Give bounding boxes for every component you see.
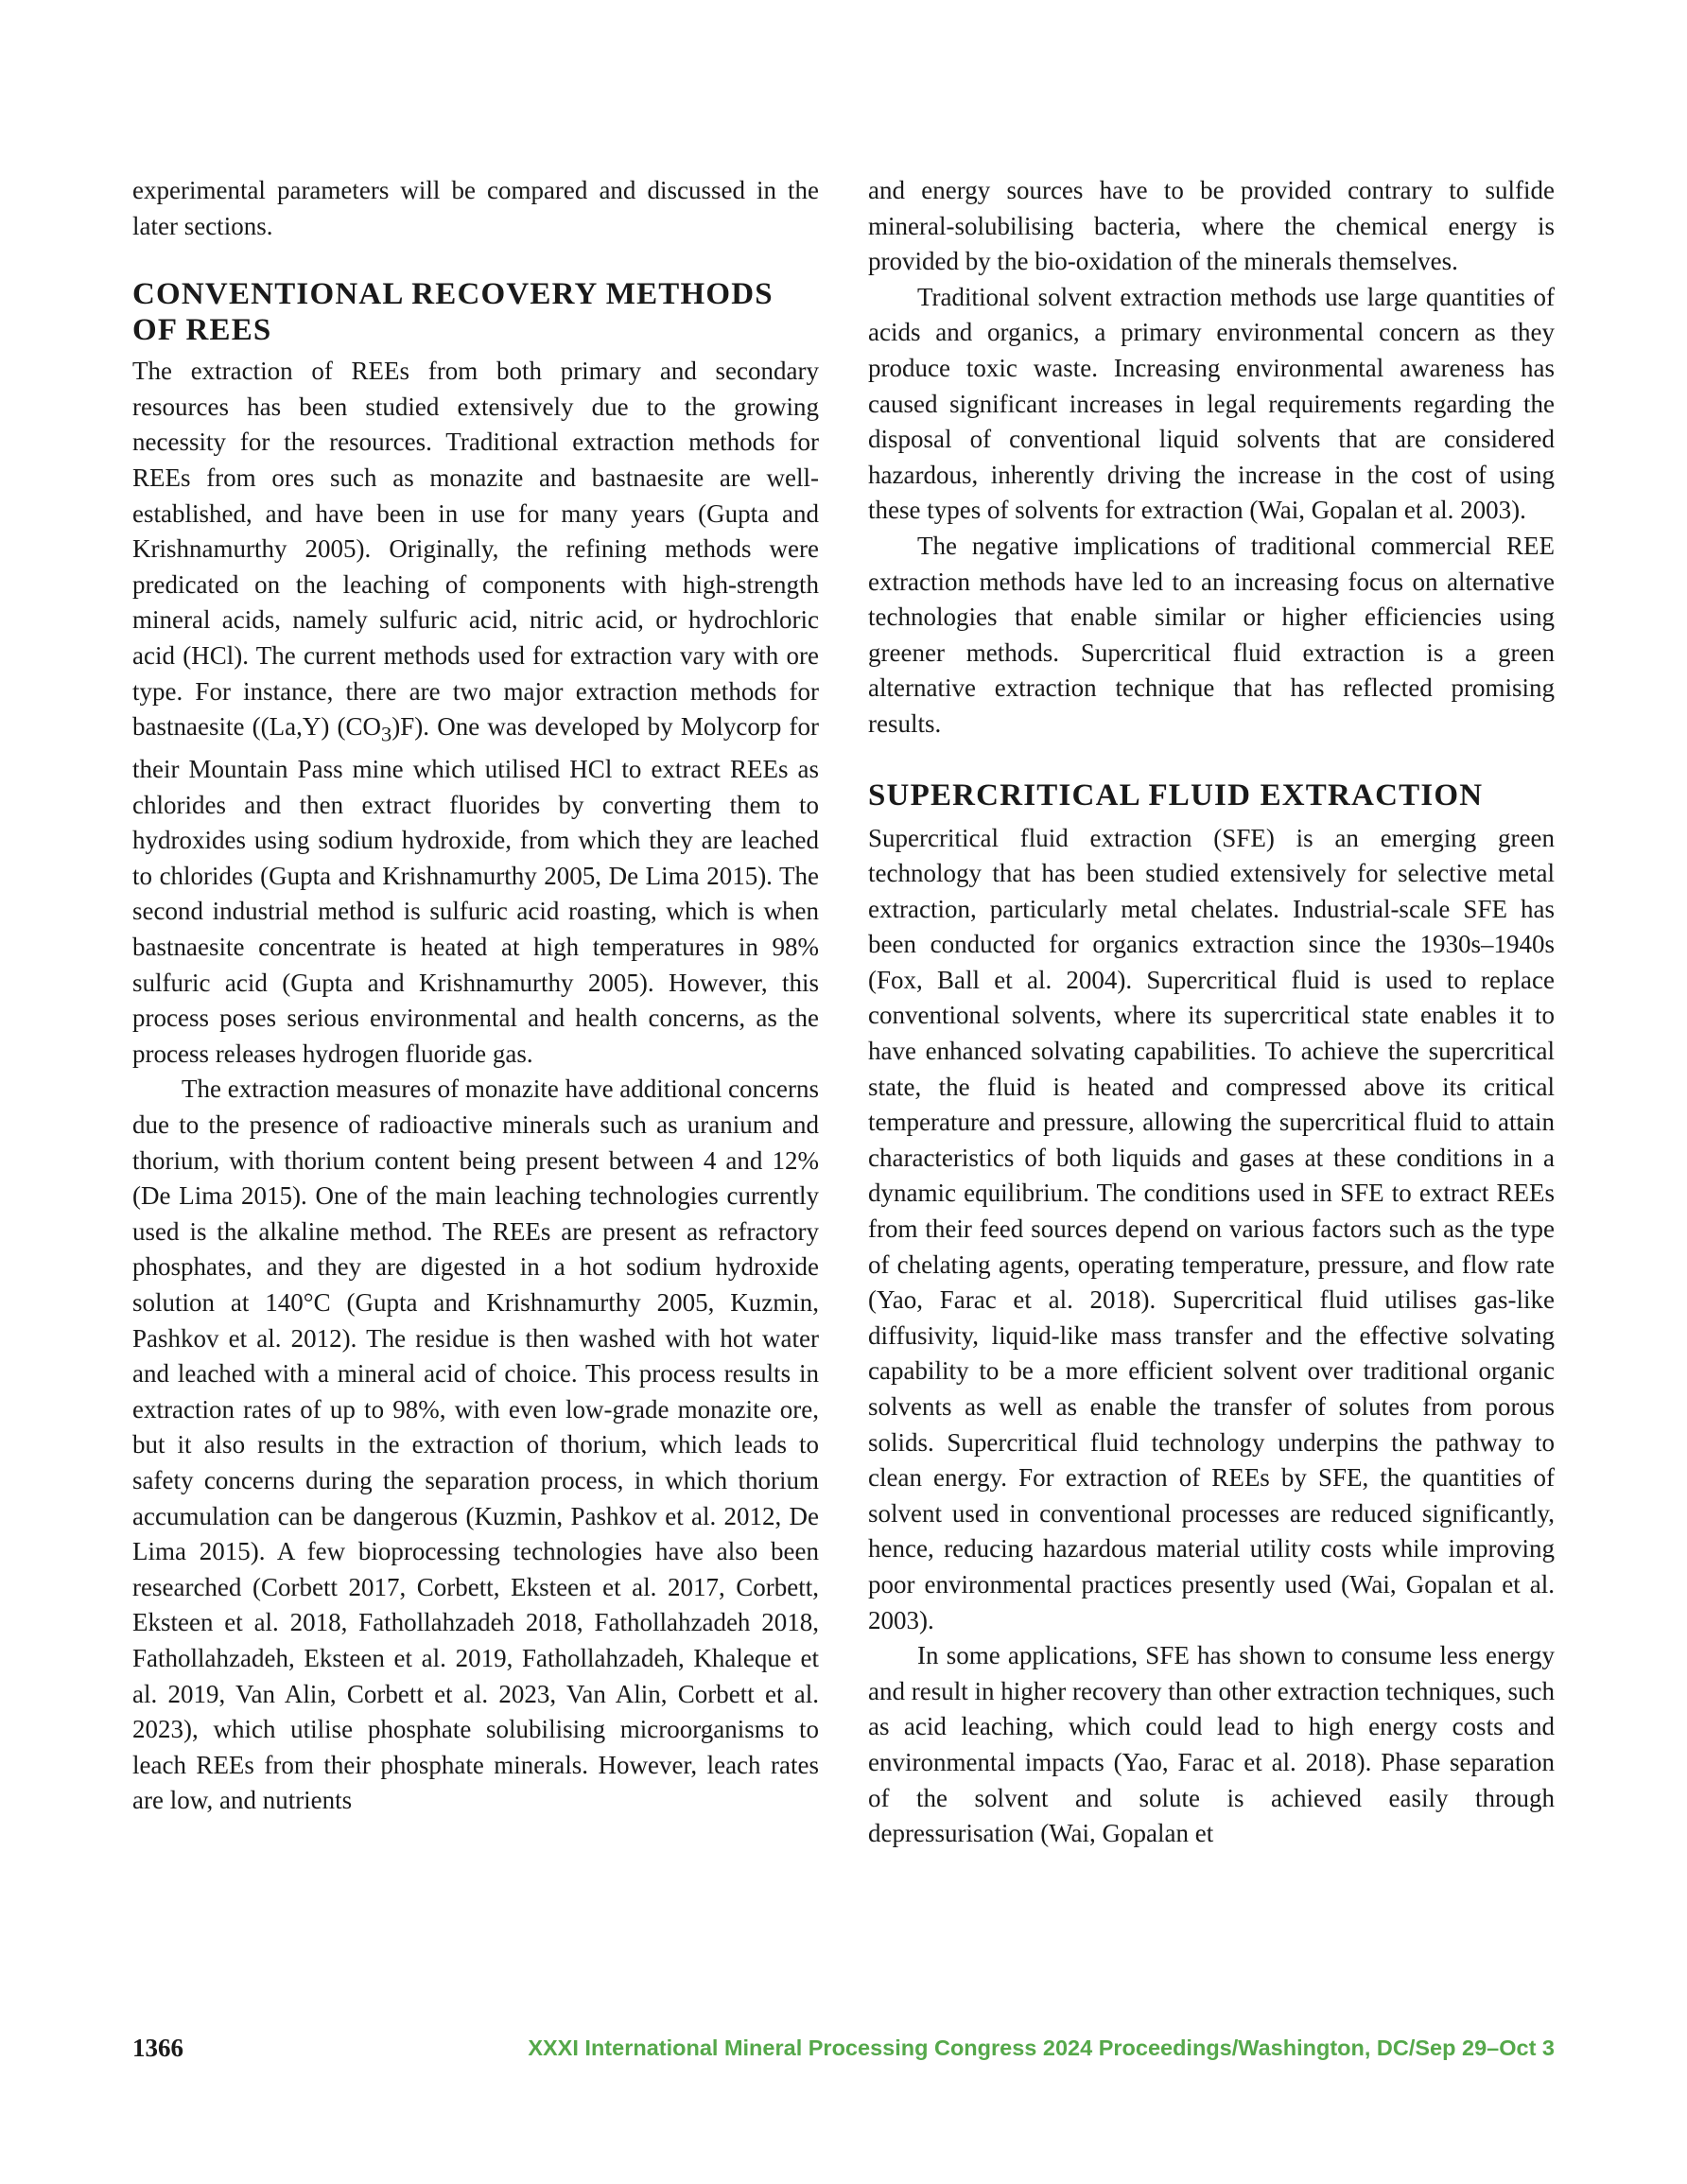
- body-paragraph: The extraction measures of monazite have additional concerns due to the presence of radioactive minerals such as uranium and thorium, with thorium content being present between 4 and 12% (De Lima 2015). One of the main leaching technologies currently used is the alkaline method. The REEs are present as refractory phosphates, and they are digested in a hot sodium hydroxide solution at 140°C (Gupta and Krishnamurthy 2005, Kuzmin, Pashkov et al. 2012). The residue is then washed with hot water and leached with a mineral acid of choice. This process results in extraction rates of up to 98%, with even low-grade monazite ore, but it also results in the extraction of thorium, which leads to safety concerns during the separation process, in which thorium accumulation can be dangerous (Kuzmin, Pashkov et al. 2012, De Lima 2015). A few bioprocessing technologies have also been researched (Corbett 2017, Corbett, Eksteen et al. 2017, Corbett, Eksteen et al. 2018, Fathollahzadeh 2018, Fathollahzadeh 2018, Fathollahzadeh, Eksteen et al. 2019, Fathollahzadeh, Khaleque et al. 2019, Van Alin, Corbett et al. 2023, Van Alin, Corbett et al. 2023), which utilise phosphate solubilising microorganisms to leach REEs from their phosphate minerals. However, leach rates are low, and nutrients: [132, 1075, 819, 1815]
- body-paragraph: In some applications, SFE has shown to consume less energy and result in higher recovery than other extraction techniques, such as acid leaching, which could lead to high energy costs and environmental impacts (Yao, Farac et al. 2018). Phase separation of the solvent and solute is achieved easily through depressurisation (Wai, Gopalan et: [868, 1641, 1555, 1848]
- body-paragraph: [132, 354, 819, 1072]
- body-paragraph: Supercritical fluid extraction (SFE) is an emerging green technology that has been studied extensively for selective metal extraction, particularly metal chelates. Industrial-scale SFE has been conducted for organics extraction since the 1930s–1940s (Fox, Ball et al. 2004). Supercritical fluid is used to replace conventional solvents, where its supercritical state enables it to have enhanced solvating capabilities. To achieve the supercritical state, the fluid is heated and compressed above its critical temperature and pressure, allowing the supercritical fluid to attain characteristics of both liquids and gases at these conditions in a dynamic equilibrium. The conditions used in SFE to extract REEs from their feed sources depend on various factors such as the type of chelating agents, operating temperature, pressure, and flow rate (Yao, Farac et al. 2018). Supercritical fluid utilises gas-like diffusivity, liquid-like mass transfer and the effective solvating capability to be a more efficient solvent over traditional organic solvents as well as enable the transfer of solutes from porous solids. Supercritical fluid technology underpins the pathway to clean energy. For extraction of REEs by SFE, the quantities of solvent used in conventional processes are reduced significantly, hence, reducing hazardous material utility costs while improving poor environmental practices presently used (Wai, Gopalan et al. 2003).: [868, 823, 1555, 1634]
- body-paragraph: Traditional solvent extraction methods use large quantities of acids and organics, a primary environmental concern as they produce toxic waste. Increasing environmental awareness has caused significant increases in legal requirements regarding the disposal of conventional liquid solvents that are considered hazardous, inherently driving the increase in the cost of using these types of solvents for extraction (Wai, Gopalan et al. 2003).: [868, 282, 1555, 525]
- section-heading-conventional-recovery: CONVENTIONAL RECOVERY METHODS OF REES: [132, 277, 774, 348]
- subscript: 3: [381, 722, 392, 746]
- paragraph-text: )F). One was developed by Molycorp for their Mountain Pass mine which utilised HCl to extract REEs as chlorides and then extract fluorides by converting them to hydroxides using sodium hydroxide, from which they are leached to chlorides (Gupta and Krishnamurthy 2005, De Lima 2015). The second industrial method is sulfuric acid roasting, which is when bastnaesite concentrate is heated at high temperatures in 98% sulfuric acid (Gupta and Krishnamurthy 2005). However, this process poses serious environmental and health concerns, as the process releases hydrogen fluoride gas.: [132, 712, 819, 1068]
- body-paragraph: The negative implications of traditional commercial REE extraction methods have led to an increasing focus on alternative technologies that enable similar or higher efficiencies using greener methods. Supercritical fluid extraction is a green alternative extraction technique that has reflected promising results.: [868, 531, 1555, 738]
- page-number: 1366: [132, 2034, 183, 2062]
- right-column: [868, 173, 1555, 1852]
- left-column: [132, 173, 819, 1819]
- section-heading-supercritical-fluid-extraction: SUPERCRITICAL FLUID EXTRACTION: [868, 778, 1484, 812]
- body-paragraph: and energy sources have to be provided contrary to sulfide mineral-solubilising bacteria, where the chemical energy is provided by the bio-oxidation of the minerals themselves.: [868, 176, 1555, 276]
- running-footer-title: XXXI International Mineral Processing Congress 2024 Proceedings/Washington, DC/Sep 29–Oct 3: [528, 2035, 1555, 2060]
- intro-paragraph: experimental parameters will be compared and discussed in the later sections.: [132, 176, 819, 240]
- paragraph-text: The extraction of REEs from both primary and secondary resources has been studied extensively due to the growing necessity for the resources. Traditional extraction methods for REEs from ores such as monazite and bastnaesite are well-established, and have been in use for many years (Gupta and Krishnamurthy 2005). Originally, the refining methods were predicated on the leaching of components with high-strength mineral acids, namely sulfuric acid, nitric acid, or hydrochloric acid (HCl). The current methods used for extraction vary with ore type. For instance, there are two major extraction methods for bastnaesite ((La,Y) (CO: [132, 357, 819, 742]
- page-footer: [132, 2034, 1555, 2071]
